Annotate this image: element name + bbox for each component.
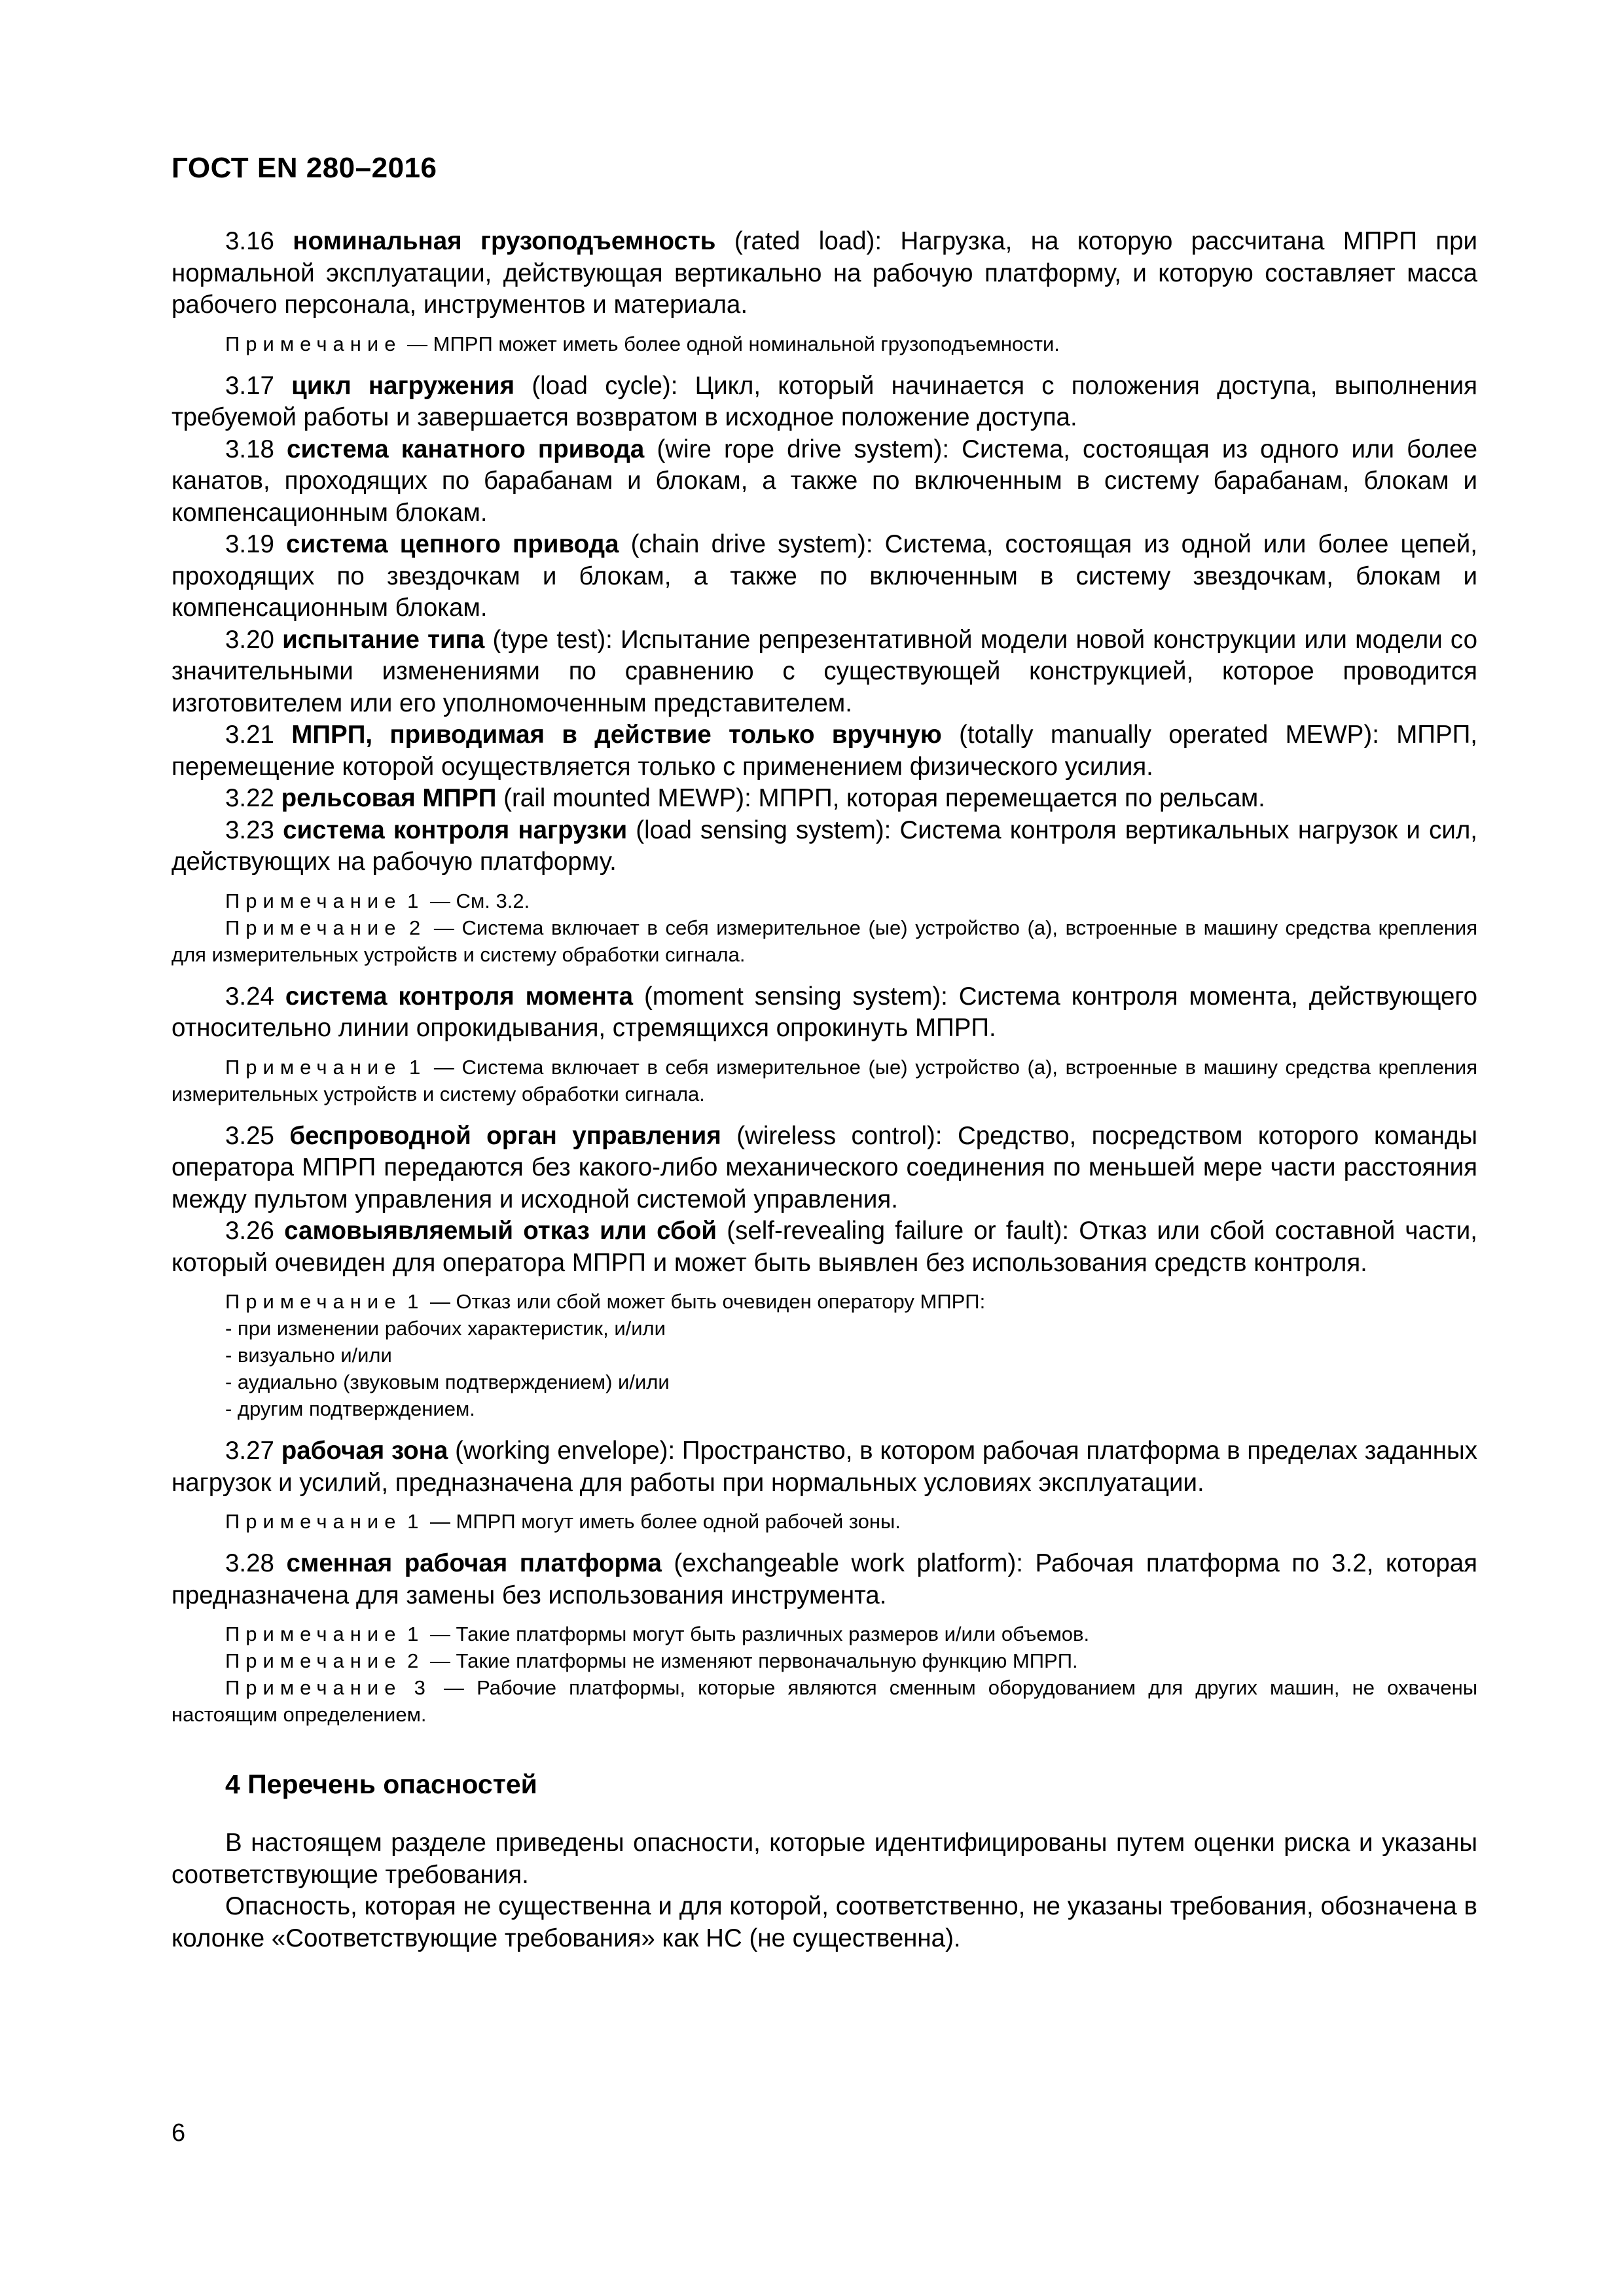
note-paragraph xyxy=(171,1674,1477,1728)
definition-text: : Отказ или сбой составной части, который очевиден для оператора МПРП и может быть выявлен без использования средств контроля. xyxy=(171,1217,1477,1277)
note-label: Примечание xyxy=(225,1510,402,1533)
definition-number: 3.23 xyxy=(225,816,274,844)
note-paragraph xyxy=(171,1054,1477,1107)
note-text: — МПРП могут иметь более одной рабочей зоны. xyxy=(429,1510,901,1533)
definition-text: : Средство, посредством которого команды оператора МПРП передаются без какого-либо механического соединения по меньшей мере части расстояния между пультом управления и исходной системой управления. xyxy=(171,1121,1477,1213)
note-paragraph xyxy=(171,1647,1477,1674)
page-number: 6 xyxy=(171,2119,186,2147)
definition-paragraph xyxy=(171,434,1477,529)
section-paragraph: В настоящем разделе приведены опасности, которые идентифицированы путем оценки риска и указаны соответствующие требования. xyxy=(171,1829,1477,1889)
definition-term: сменная рабочая платформа xyxy=(286,1549,662,1577)
definition-english-term: (rated load) xyxy=(734,227,875,255)
spacer xyxy=(171,1728,1477,1741)
spacer xyxy=(171,1801,1477,1827)
spacer xyxy=(171,1045,1477,1054)
definition-term: система контроля момента xyxy=(285,982,634,1011)
definition-paragraph xyxy=(171,1121,1477,1216)
definition-english-term: (working envelope) xyxy=(455,1437,668,1465)
definition-term: рельсовая МПРП xyxy=(281,784,497,812)
section-paragraph: Опасность, которая не существенна и для которой, соответственно, не указаны требования, обозначена в колонке «Соответствующие требования» как НС (не существенна). xyxy=(171,1892,1477,1952)
definition-english-term: (wireless control) xyxy=(736,1121,935,1150)
spacer xyxy=(171,1107,1477,1121)
page-content xyxy=(171,226,1477,1954)
spacer xyxy=(171,1279,1477,1288)
note-text: — См. 3.2. xyxy=(429,889,530,912)
note-label: Примечание xyxy=(225,1290,402,1313)
note-number: 1 xyxy=(407,1623,425,1645)
definition-text: : МПРП, которая перемещается по рельсам. xyxy=(744,784,1265,812)
definition-number: 3.25 xyxy=(225,1121,274,1150)
definition-english-term: (wire rope drive system) xyxy=(657,435,943,463)
note-text: — Рабочие платформы, которые являются сменным оборудованием для других машин, не охвачены настоящим определением. xyxy=(171,1676,1477,1726)
definition-english-term: (chain drive system) xyxy=(630,530,866,558)
note-text: — Отказ или сбой может быть очевиден оператору МПРП: xyxy=(429,1290,986,1313)
note-paragraph xyxy=(171,1288,1477,1315)
definition-english-term: (exchangeable work platform) xyxy=(674,1549,1017,1577)
definition-number: 3.21 xyxy=(225,721,274,749)
spacer xyxy=(171,1611,1477,1621)
definition-number: 3.17 xyxy=(225,371,274,400)
spacer xyxy=(171,1422,1477,1435)
note-list-item: - другим подтверждением. xyxy=(225,1397,475,1420)
spacer xyxy=(171,321,1477,331)
spacer xyxy=(171,1499,1477,1508)
note-list-item: - при изменении рабочих характеристик, и/или xyxy=(225,1317,666,1340)
definition-english-term: (moment sensing system) xyxy=(643,982,941,1011)
note-label: Примечание xyxy=(225,1649,402,1672)
note-label: Примечание xyxy=(225,332,402,355)
note-number: 1 xyxy=(407,1510,425,1533)
definition-paragraph xyxy=(171,981,1477,1045)
spacer xyxy=(171,968,1477,981)
definition-text: : Цикл, который начинается с положения доступа, выполнения требуемой работы и завершается возвратом в исходное положение доступа. xyxy=(171,371,1477,431)
note-text: — Система включает в себя измерительное (ые) устройство (а), встроенные в машину средства крепления для измерительных устройств и систему обработки сигнала. xyxy=(171,916,1477,966)
definition-term: испытание типа xyxy=(282,625,485,654)
definition-english-term: (load sensing system) xyxy=(636,816,884,844)
spacer xyxy=(171,1535,1477,1548)
definition-text: : Рабочая платформа по 3.2, которая предназначена для замены без использования инструмента. xyxy=(171,1549,1477,1609)
definition-english-term: (rail mounted MEWP) xyxy=(503,784,745,812)
note-text: — Такие платформы не изменяют первоначальную функцию МПРП. xyxy=(429,1649,1078,1672)
note-text: — Такие платформы могут быть различных размеров и/или объемов. xyxy=(429,1623,1090,1645)
definition-term: система цепного привода xyxy=(286,530,619,558)
note-number: 2 xyxy=(407,1649,425,1672)
section-title: 4 Перечень опасностей xyxy=(225,1769,537,1799)
definition-number: 3.27 xyxy=(225,1437,274,1465)
note-paragraph xyxy=(171,914,1477,968)
note-number: 2 xyxy=(409,916,427,939)
definition-number: 3.20 xyxy=(225,625,274,654)
definition-english-term: (totally manually operated MEWP) xyxy=(959,721,1373,749)
definition-english-term: (load cycle) xyxy=(532,371,671,400)
note-text: — Система включает в себя измерительное (ые) устройство (а), встроенные в машину средства крепления измерительных устройств и систему обработки сигнала. xyxy=(171,1055,1477,1105)
note-label: Примечание xyxy=(225,1676,402,1699)
definition-term: система контроля нагрузки xyxy=(283,816,628,844)
definition-text: : Система, состоящая из одной или более цепей, проходящих по звездочкам и блокам, а также по включенным в систему звездочкам, блокам и компенсационным блокам. xyxy=(171,530,1478,622)
note-text: — МПРП может иметь более одной номинальной грузоподъемности. xyxy=(407,332,1060,355)
definition-paragraph xyxy=(171,1435,1477,1499)
note-paragraph xyxy=(171,331,1477,357)
definition-term: цикл нагружения xyxy=(291,371,515,400)
spacer xyxy=(171,1741,1477,1767)
definition-paragraph xyxy=(171,1215,1477,1279)
definition-term: рабочая зона xyxy=(281,1437,448,1465)
definition-text: : Нагрузка, на которую рассчитана МПРП при нормальной эксплуатации, действующая вертикально на рабочую платформу, и которую составляет масса рабочего персонала, инструментов и материала. xyxy=(171,227,1477,319)
note-number: 1 xyxy=(407,889,425,912)
definition-term: беспроводной орган управления xyxy=(289,1121,721,1150)
definition-text: : МПРП, перемещение которой осуществляется только с применением физического усилия. xyxy=(171,721,1478,781)
definition-english-term: (type test) xyxy=(492,625,606,654)
definition-text: : Система контроля вертикальных нагрузок и сил, действующих на рабочую платформу. xyxy=(171,816,1477,876)
definition-term: самовыявляемый отказ или сбой xyxy=(284,1217,717,1245)
note-paragraph xyxy=(171,1508,1477,1535)
note-label: Примечание xyxy=(225,916,402,939)
document-header: ГОСТ EN 280–2016 xyxy=(171,152,437,184)
note-paragraph xyxy=(171,1621,1477,1647)
spacer xyxy=(171,878,1477,888)
definition-paragraph xyxy=(171,815,1477,878)
definition-term: МПРП, приводимая в действие только вручную xyxy=(291,721,942,749)
definition-text: : Пространство, в котором рабочая платформа в пределах заданных нагрузок и усилий, предназначена для работы при нормальных условиях эксплуатации. xyxy=(171,1437,1477,1497)
definition-number: 3.26 xyxy=(225,1217,274,1245)
definition-text: : Испытание репрезентативной модели новой конструкции или модели со значительными изменениями по сравнению с существующей конструкцией, которое проводится изготовителем или его уполномоченным представителем. xyxy=(171,625,1477,717)
definition-number: 3.16 xyxy=(225,227,274,255)
definition-text: : Система контроля момента, действующего относительно линии опрокидывания, стремящихся опрокинуть МПРП. xyxy=(171,982,1477,1042)
spacer xyxy=(171,357,1477,370)
note-number: 3 xyxy=(414,1676,431,1699)
definition-english-term: (self-revealing failure or fault) xyxy=(727,1217,1062,1245)
note-list-item: - аудиально (звуковым подтверждением) и/или xyxy=(225,1371,670,1393)
definition-term: номинальная грузоподъемность xyxy=(293,227,716,255)
definition-number: 3.22 xyxy=(225,784,274,812)
note-number: 1 xyxy=(409,1055,427,1079)
definition-paragraph xyxy=(171,370,1477,434)
definition-term: система канатного привода xyxy=(287,435,645,463)
definition-paragraph xyxy=(171,1548,1477,1611)
definition-number: 3.24 xyxy=(225,982,274,1011)
note-list-item: - визуально и/или xyxy=(225,1344,392,1367)
definition-number: 3.28 xyxy=(225,1549,274,1577)
definition-paragraph xyxy=(171,783,1477,815)
note-paragraph xyxy=(171,888,1477,914)
definition-paragraph xyxy=(171,226,1477,321)
definition-paragraph xyxy=(171,624,1477,720)
definition-paragraph xyxy=(171,529,1477,624)
note-label: Примечание xyxy=(225,889,402,912)
note-number: 1 xyxy=(407,1290,425,1313)
note-label: Примечание xyxy=(225,1623,402,1645)
definition-number: 3.18 xyxy=(225,435,274,463)
definition-text: : Система, состоящая из одного или более канатов, проходящих по барабанам и блокам, а также по включенным в систему барабанам, блокам и компенсационным блокам. xyxy=(171,435,1477,527)
note-label: Примечание xyxy=(225,1055,402,1079)
definition-number: 3.19 xyxy=(225,530,274,558)
definition-paragraph xyxy=(171,719,1477,783)
